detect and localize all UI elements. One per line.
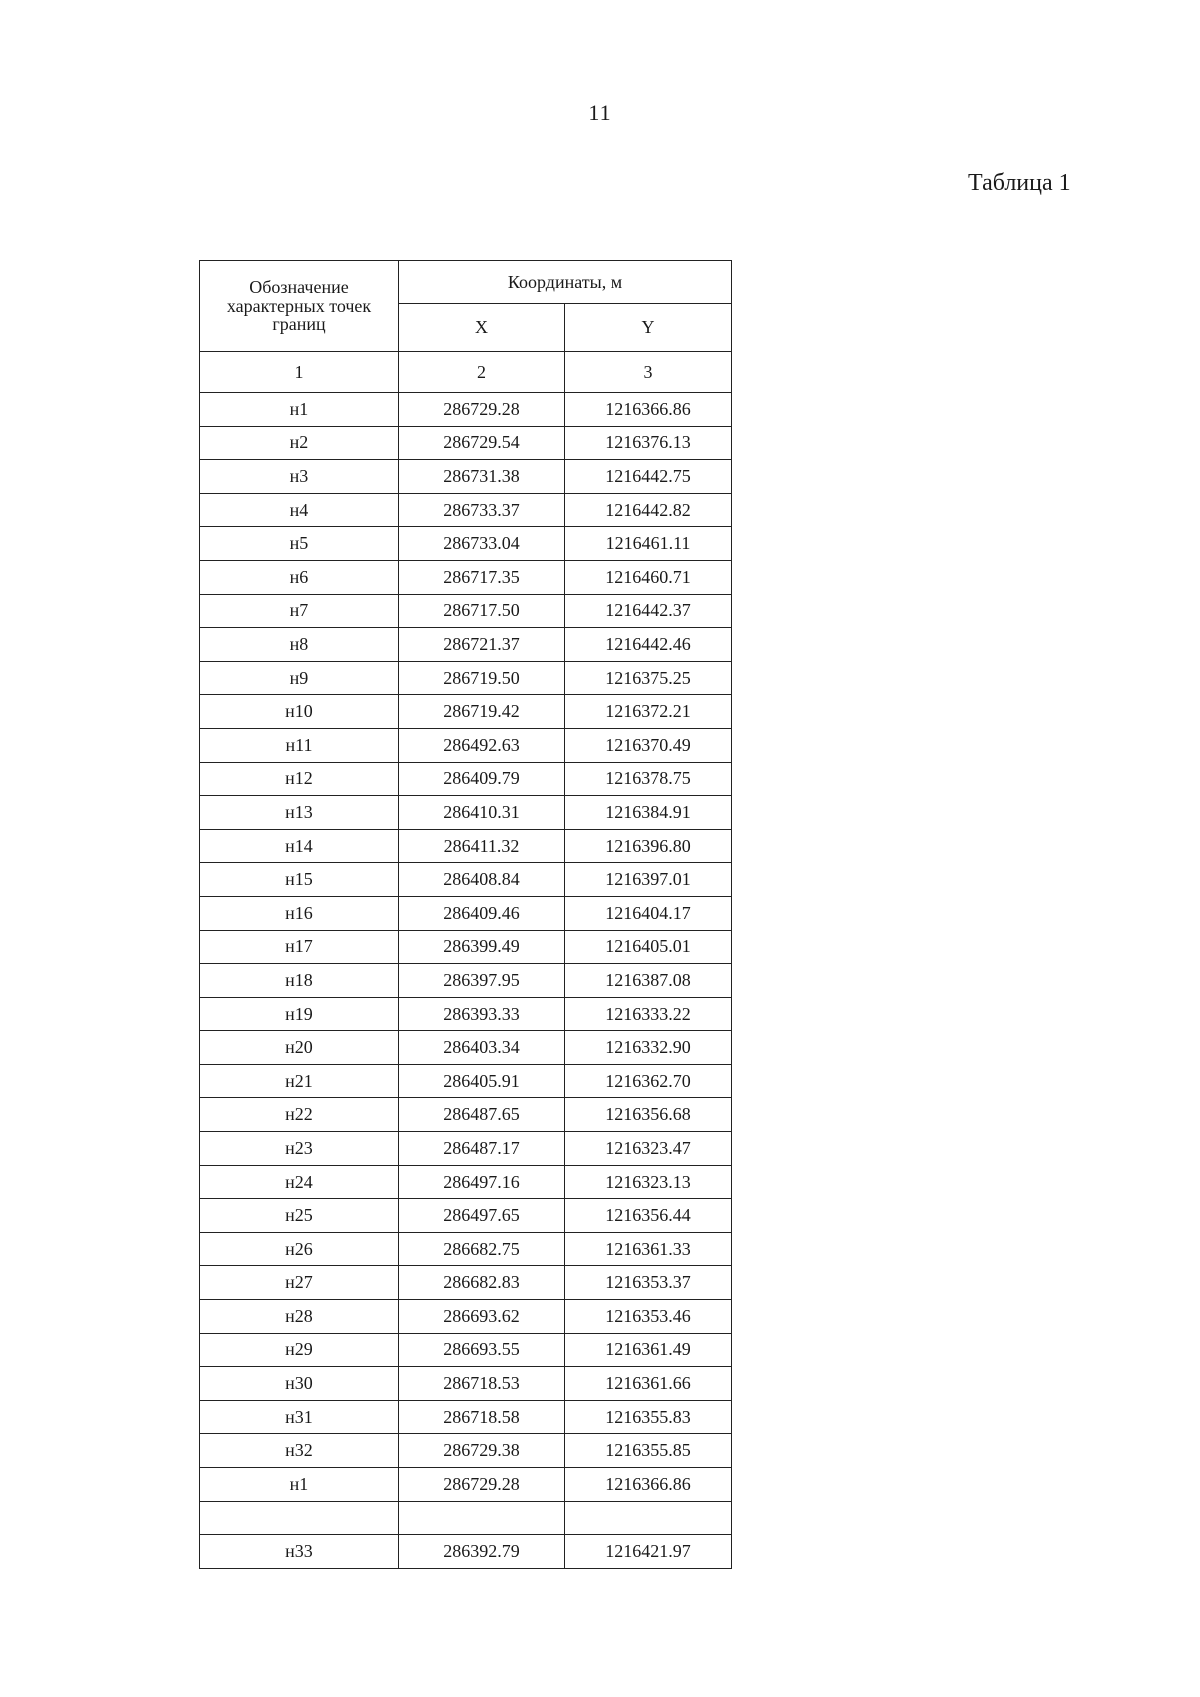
table-row [200, 1367, 732, 1401]
point-designation-cell: н24 [200, 1165, 399, 1199]
y-coordinate-cell: 1216332.90 [565, 1031, 732, 1065]
point-designation-cell: н22 [200, 1098, 399, 1132]
table-row [200, 1064, 732, 1098]
x-coordinate-cell: 286721.37 [399, 628, 565, 662]
column-number: 1 [200, 352, 399, 393]
table-row [200, 1501, 732, 1535]
point-designation-cell: н32 [200, 1434, 399, 1468]
y-coordinate-cell: 1216323.47 [565, 1132, 732, 1166]
x-coordinate-cell: 286733.37 [399, 493, 565, 527]
table-row [200, 997, 732, 1031]
y-coordinate-cell: 1216375.25 [565, 661, 732, 695]
y-coordinate-cell: 1216356.68 [565, 1098, 732, 1132]
table-row [200, 796, 732, 830]
table-row [200, 527, 732, 561]
point-designation-cell: н20 [200, 1031, 399, 1065]
x-coordinate-cell: 286729.54 [399, 426, 565, 460]
point-designation-cell: н4 [200, 493, 399, 527]
table-row [200, 863, 732, 897]
x-coordinate-cell: 286408.84 [399, 863, 565, 897]
y-coordinate-cell: 1216372.21 [565, 695, 732, 729]
table-row [200, 896, 732, 930]
x-coordinate-cell: 286393.33 [399, 997, 565, 1031]
table-row [200, 1333, 732, 1367]
x-coordinate-cell: 286487.65 [399, 1098, 565, 1132]
table-row [200, 493, 732, 527]
x-coordinate-cell: 286693.62 [399, 1300, 565, 1334]
point-designation-cell: н6 [200, 560, 399, 594]
y-coordinate-cell: 1216361.33 [565, 1232, 732, 1266]
x-coordinate-cell: 286403.34 [399, 1031, 565, 1065]
point-designation-cell: н16 [200, 896, 399, 930]
y-coordinate-cell: 1216384.91 [565, 796, 732, 830]
x-coordinate-cell: 286733.04 [399, 527, 565, 561]
point-designation-cell: н17 [200, 930, 399, 964]
point-designation-cell: н28 [200, 1300, 399, 1334]
point-designation-cell: н2 [200, 426, 399, 460]
x-coordinate-cell: 286497.65 [399, 1199, 565, 1233]
x-coordinate-cell: 286717.50 [399, 594, 565, 628]
table-row [200, 728, 732, 762]
x-coordinate-cell: 286729.28 [399, 1468, 565, 1502]
table-row [200, 695, 732, 729]
x-coordinate-cell: 286399.49 [399, 930, 565, 964]
table-body [200, 393, 732, 1569]
x-coordinate-cell: 286682.83 [399, 1266, 565, 1300]
x-coordinate-cell: 286392.79 [399, 1535, 565, 1569]
x-coordinate-cell: 286409.46 [399, 896, 565, 930]
point-designation-cell: н18 [200, 964, 399, 998]
table-row [200, 1132, 732, 1166]
point-designation-cell: н5 [200, 527, 399, 561]
x-coordinate-cell: 286693.55 [399, 1333, 565, 1367]
table-row [200, 393, 732, 427]
y-coordinate-cell: 1216387.08 [565, 964, 732, 998]
y-coordinate-cell: 1216404.17 [565, 896, 732, 930]
x-coordinate-cell: 286405.91 [399, 1064, 565, 1098]
table-row [200, 930, 732, 964]
y-coordinate-cell: 1216396.80 [565, 829, 732, 863]
table-row [200, 1199, 732, 1233]
point-designation-cell: н31 [200, 1400, 399, 1434]
y-coordinate-cell: 1216355.85 [565, 1434, 732, 1468]
point-designation-cell: н9 [200, 661, 399, 695]
table-row [200, 1098, 732, 1132]
table-row [200, 1400, 732, 1434]
table-row [200, 1535, 732, 1569]
y-coordinate-cell: 1216353.37 [565, 1266, 732, 1300]
x-coordinate-cell: 286397.95 [399, 964, 565, 998]
y-coordinate-cell: 1216442.46 [565, 628, 732, 662]
y-coordinate-cell: 1216376.13 [565, 426, 732, 460]
point-designation-cell: н1 [200, 393, 399, 427]
header-y: Y [565, 304, 732, 352]
point-designation-cell: н21 [200, 1064, 399, 1098]
point-designation-cell: н10 [200, 695, 399, 729]
y-coordinate-cell: 1216361.66 [565, 1367, 732, 1401]
table-row [200, 628, 732, 662]
y-coordinate-cell: 1216442.75 [565, 460, 732, 494]
x-coordinate-cell: 286411.32 [399, 829, 565, 863]
x-coordinate-cell [399, 1501, 565, 1535]
column-number: 2 [399, 352, 565, 393]
y-coordinate-cell: 1216355.83 [565, 1400, 732, 1434]
x-coordinate-cell: 286718.58 [399, 1400, 565, 1434]
x-coordinate-cell: 286729.38 [399, 1434, 565, 1468]
point-designation-cell: н14 [200, 829, 399, 863]
x-coordinate-cell: 286719.42 [399, 695, 565, 729]
table-row [200, 426, 732, 460]
x-coordinate-cell: 286719.50 [399, 661, 565, 695]
column-number-row [200, 352, 732, 393]
point-designation-cell: н23 [200, 1132, 399, 1166]
y-coordinate-cell: 1216323.13 [565, 1165, 732, 1199]
y-coordinate-cell: 1216378.75 [565, 762, 732, 796]
point-designation-cell: н19 [200, 997, 399, 1031]
point-designation-cell: н15 [200, 863, 399, 897]
table-row [200, 964, 732, 998]
table-row [200, 1165, 732, 1199]
x-coordinate-cell: 286487.17 [399, 1132, 565, 1166]
table-row [200, 1468, 732, 1502]
header-designation: Обозначение характерных точек границ [200, 261, 399, 352]
header-row-top [200, 261, 732, 304]
point-designation-cell: н3 [200, 460, 399, 494]
column-number: 3 [565, 352, 732, 393]
y-coordinate-cell: 1216362.70 [565, 1064, 732, 1098]
y-coordinate-cell: 1216442.82 [565, 493, 732, 527]
y-coordinate-cell: 1216366.86 [565, 1468, 732, 1502]
point-designation-cell: н30 [200, 1367, 399, 1401]
x-coordinate-cell: 286731.38 [399, 460, 565, 494]
y-coordinate-cell: 1216442.37 [565, 594, 732, 628]
table-row [200, 1031, 732, 1065]
table-row [200, 1300, 732, 1334]
x-coordinate-cell: 286729.28 [399, 393, 565, 427]
y-coordinate-cell: 1216353.46 [565, 1300, 732, 1334]
y-coordinate-cell: 1216361.49 [565, 1333, 732, 1367]
point-designation-cell: н1 [200, 1468, 399, 1502]
page-number: 11 [588, 100, 612, 125]
x-coordinate-cell: 286497.16 [399, 1165, 565, 1199]
y-coordinate-cell [565, 1501, 732, 1535]
point-designation-cell: н29 [200, 1333, 399, 1367]
table-row [200, 1232, 732, 1266]
x-coordinate-cell: 286718.53 [399, 1367, 565, 1401]
y-coordinate-cell: 1216460.71 [565, 560, 732, 594]
table-header [200, 261, 732, 393]
y-coordinate-cell: 1216397.01 [565, 863, 732, 897]
x-coordinate-cell: 286492.63 [399, 728, 565, 762]
point-designation-cell: н12 [200, 762, 399, 796]
table-row [200, 661, 732, 695]
point-designation-cell: н11 [200, 728, 399, 762]
y-coordinate-cell: 1216405.01 [565, 930, 732, 964]
table-caption: Таблица 1 [968, 170, 1071, 196]
table-row [200, 594, 732, 628]
header-coordinates: Координаты, м [399, 261, 732, 304]
y-coordinate-cell: 1216356.44 [565, 1199, 732, 1233]
y-coordinate-cell: 1216421.97 [565, 1535, 732, 1569]
table-row [200, 829, 732, 863]
x-coordinate-cell: 286682.75 [399, 1232, 565, 1266]
point-designation-cell: н26 [200, 1232, 399, 1266]
x-coordinate-cell: 286717.35 [399, 560, 565, 594]
point-designation-cell: н33 [200, 1535, 399, 1569]
header-x: X [399, 304, 565, 352]
point-designation-cell: н7 [200, 594, 399, 628]
point-designation-cell: н27 [200, 1266, 399, 1300]
y-coordinate-cell: 1216366.86 [565, 393, 732, 427]
table-row [200, 1266, 732, 1300]
y-coordinate-cell: 1216333.22 [565, 997, 732, 1031]
y-coordinate-cell: 1216370.49 [565, 728, 732, 762]
table-row [200, 560, 732, 594]
x-coordinate-cell: 286409.79 [399, 762, 565, 796]
x-coordinate-cell: 286410.31 [399, 796, 565, 830]
point-designation-cell: н13 [200, 796, 399, 830]
coordinates-table [199, 260, 732, 1569]
table-row [200, 1434, 732, 1468]
point-designation-cell: н25 [200, 1199, 399, 1233]
point-designation-cell [200, 1501, 399, 1535]
table-row [200, 460, 732, 494]
table-row [200, 762, 732, 796]
point-designation-cell: н8 [200, 628, 399, 662]
y-coordinate-cell: 1216461.11 [565, 527, 732, 561]
